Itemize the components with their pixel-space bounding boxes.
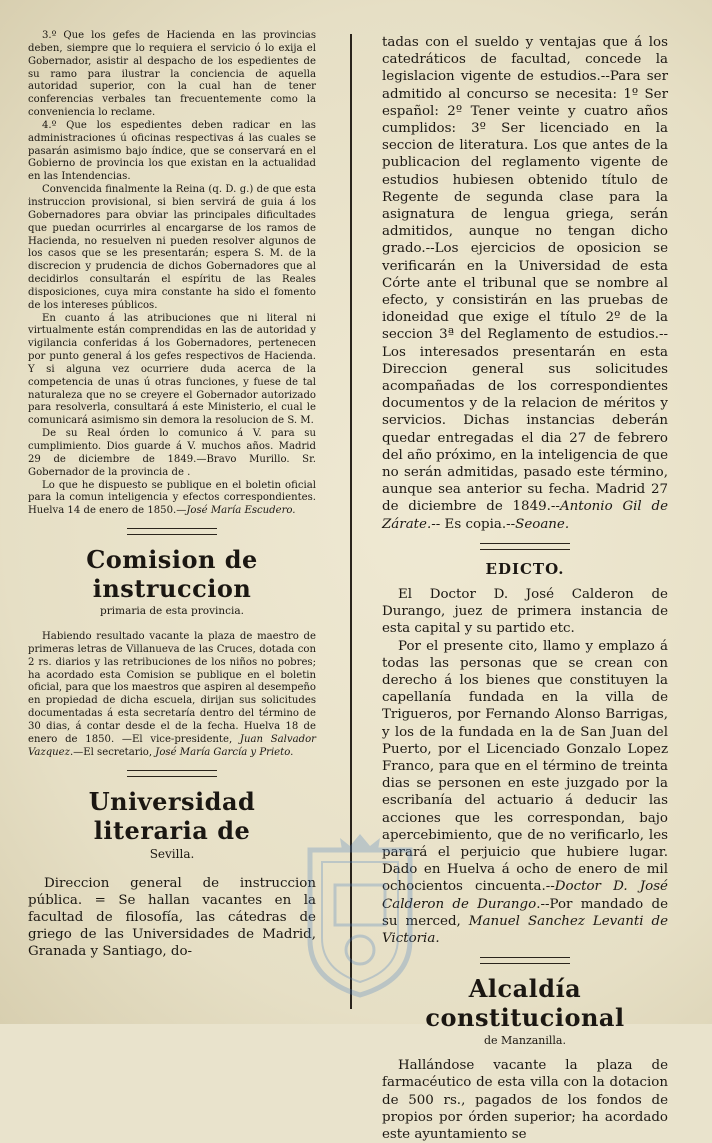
signature-calderon: Doctor D. José Calderon de Durango	[382, 879, 668, 912]
paragraph-real-orden: De su Real órden lo comunico á V. para su cumplimiento. Dios guarde á V. muchos años. Madrid 29 de diciembre de 1849.—Bravo Murillo. Sr. Gobernador de la provincia de .	[28, 428, 316, 478]
paragraph-hallandose: Hallándose vacante la plaza de farmacéutico de esta villa con la dotacion de 500 rs., pagados de los fondos de propios por órden superior; ha acordado este ayuntamiento se	[382, 1058, 668, 1142]
comision-text	[28, 631, 316, 759]
subheading-universidad: Sevilla.	[149, 846, 195, 861]
secretario-label: .—El secretario,	[69, 746, 156, 758]
mandado-label: .--Por mandado de su merced,	[382, 896, 668, 929]
signature-garcia: José María García y Prieto.	[155, 746, 294, 758]
heading-alcaldia: Alcaldía constitucional	[425, 974, 625, 1033]
section-separator	[480, 957, 570, 964]
dispuesto-text: Lo que he dispuesto se publique en el boletin oficial para la comun inteligencia y efectos correspondientes. Huelva 14 de enero de 1850.—	[28, 479, 316, 517]
habiendo-text: Habiendo resultado vacante la plaza de maestro de primeras letras de Villanueva de las Cruces, dotada con 2 rs. diarios y las retribuciones de los niños no pobres; ha acordado esta Comision se publique en el boletin oficial, para que los maestros que aspiren al desempeño en propiedad de dicha escuela, dirijan sus solicitudes documentadas á esta secretaría dentro del término de 30 dias, á contar desde el de la fecha. Huelva 18 de enero de 1850. —El vice-presidente,	[28, 631, 316, 745]
subheading-alcaldia: de Manzanilla.	[483, 1034, 566, 1048]
continued-text: tadas con el sueldo y ventajas que á los catedráticos de facultad, concede la legislacion vigente de estudios.--Para ser admitido al concurso se necesita: 1º Ser español: 2º Tener veinte y cuatro años cumplidos: 3º Ser licenciado en la seccion de literatura. Los que antes de la publicacion del reglamento vigente de estudios hubiesen obtenido título de Regente de segunda clase para la asignatura de lengua griega, serán admitidos, aunque no tengan dicho grado.--Los ejercicios de oposicion se verificarán en la Universidad de esta Córte ante el tribunal que se nombre al efecto, y consistirán en las pruebas de idoneidad que exige el título 2º de la seccion 3ª del Reglamento de estudios.--Los interesados presentarán en esta Direccion general sus solicitudes acompañadas de los correspondientes documentos y de la relacion de méritos y servicios. Dichas instancias deberán quedar entregadas el dia 27 de febrero del año próximo, en la inteligencia de que no serán admitidas, pasado este término, aunque sea anterior su fecha. Madrid 27 de diciembre de 1849.--	[382, 35, 668, 515]
section-separator	[127, 770, 217, 777]
signature-vazquez: Juan Salvador Vazquez	[28, 733, 316, 758]
universidad-text	[28, 875, 316, 961]
right-continued-text	[382, 34, 668, 533]
presente-text: Por el presente cito, llamo y emplazo á todas las personas que se crean con derecho á los bienes que constituyen la capellanía fundada en la villa de Trigueros, por Fernando Alonso Barrigas, y los de la fundada en la de San Juan del Puerto, por el Licenciado Gonzalo Lopez Franco, para que en el término de treinta dias se personen en este juzgado por la escribanía del actuario á deducir las acciones que les correspondan, bajo apercebimiento, que de no verificarlo, les parará el perjuicio que hubiere lugar. Dado en Huelva á ocho de enero de mil ochocientos cincuenta.--	[382, 638, 668, 895]
paragraph-direccion: Direccion general de instruccion pública. = Se hallan vacantes en la facultad de filosofía, las cátedras de griego de las Universidades de Madrid, Granada y Santiago, do-	[28, 875, 316, 960]
heading-universidad: Universidad literaria de	[88, 786, 256, 845]
paragraph-en-cuanto: En cuanto á las atribuciones que ni literal ni virtualmente están comprendidas en las de autoridad y vigilancia conferidas á los Gobernadores, pertenecen por punto general á los gefes respectivos de Hacienda. Y si alguna vez ocurriere duda acerca de la competencia de unas ú otras funciones, y fuese de tal naturaleza que no se creyere el Gobernador autorizado para resolverla, consultará á este Ministerio, el cual le comunicará asimismo sin demora la resolucion de S. M.	[28, 312, 316, 427]
item-4: 4.º Que los espedientes deben radicar en las administraciones ú oficinas respectivas á las cuales se pasarán asimismo bajo índice, que se conservará en el Gobierno de provincia los que existan en la actualidad en las Intendencias.	[28, 119, 316, 183]
section-separator	[480, 543, 570, 550]
heading-comision: Comision de instruccion	[86, 545, 258, 604]
right-column	[382, 34, 668, 1143]
signature-seoane: Seoane.	[515, 516, 570, 532]
signature-sanchez: Manuel Sanchez Levanti de Victoria.	[382, 913, 668, 946]
heading-edicto: EDICTO.	[485, 559, 565, 578]
left-column	[28, 30, 316, 961]
paragraph-convencida: Convencida finalmente la Reina (q. D. g.) de que esta instruccion provisional, si bien servirá de guia á los Gobernadores para obviar las principales dificultades que puedan ocurrirles al encargarse de los ramos de Hacienda, no resuelven ni pueden resolver algunos de los casos que se les presentarán; espera S. M. de la discrecion y prudencia de dichos Gobernadores que al decidirlos consultarán el espíritu de las Reales disposiciones, cuya mira constante ha sido el fomento de los intereses públicos.	[28, 184, 316, 311]
section-separator	[127, 528, 217, 535]
paragraph-habiendo	[28, 631, 316, 759]
alcaldia-text	[382, 1057, 668, 1143]
paragraph-continued	[382, 34, 668, 533]
paragraph-dispuesto	[28, 480, 316, 519]
paragraph-presente	[382, 638, 668, 948]
subheading-comision: primaria de esta provincia.	[100, 605, 244, 618]
left-small-text	[28, 30, 316, 518]
library-stamp-watermark	[300, 830, 420, 1000]
item-3: 3.º Que los gefes de Hacienda en las provincias deben, siempre que lo requiera el servicio ó lo exija el Gobernador, asistir al despacho de los espedientes de su ramo para ilustrar la conciencia de aquella autoridad superior, con la cual han de tener conferencias verbales tan frecuentemente como la conveniencia lo reclame.	[28, 30, 316, 119]
signature-escudero: José María Escudero.	[186, 505, 296, 517]
signature-gil-de-zarate: Antonio Gil de Zárate.	[382, 499, 668, 532]
paragraph-doctor: El Doctor D. José Calderon de Durango, juez de primera instancia de esta capital y su partido etc.	[382, 586, 668, 637]
copia-label: -- Es copia.--	[431, 516, 516, 532]
edicto-text	[382, 586, 668, 947]
